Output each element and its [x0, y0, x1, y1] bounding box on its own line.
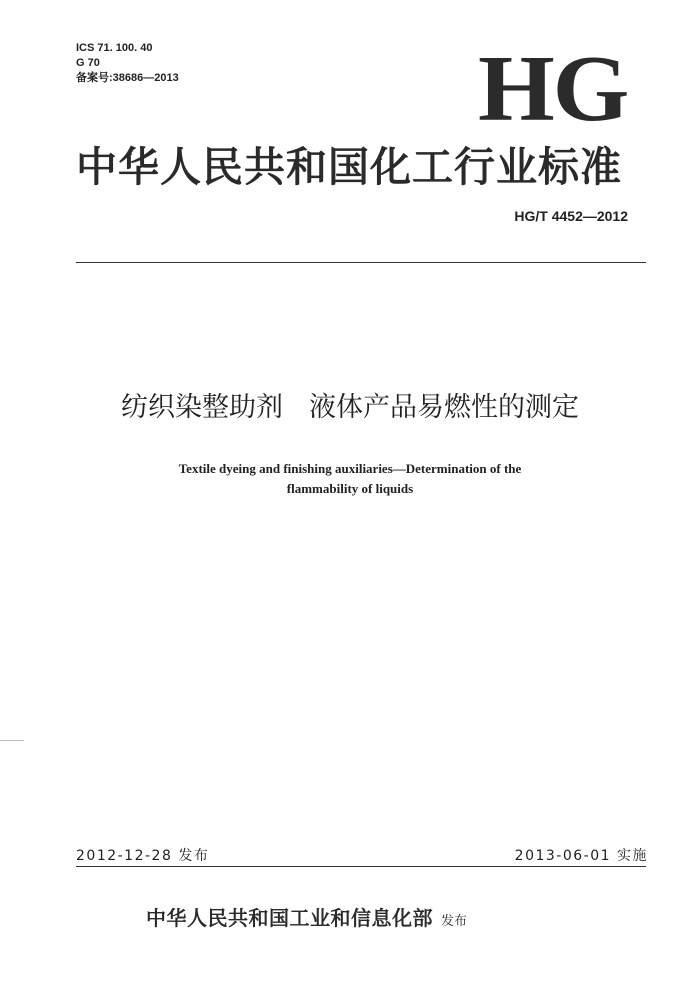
issuer-name: 中华人民共和国工业和信息化部 — [146, 906, 433, 930]
title-en-line2: flammability of liquids — [286, 481, 414, 496]
title-en-line1: Textile dyeing and finishing auxiliaries—Determination of the — [178, 461, 522, 476]
implementation-date-label: 实施 — [617, 848, 648, 864]
issuer-label: 发布 — [441, 914, 468, 929]
classification-block — [76, 41, 179, 86]
issue-date-label: 发布 — [178, 848, 210, 864]
header-divider — [76, 262, 646, 263]
ics-code: ICS 71. 100. 40 — [76, 42, 153, 54]
standard-number: HG/T 4452—2012 — [514, 208, 628, 224]
title-cn-part2: 液体产品易燃性的测定 — [309, 392, 579, 423]
document-title-en — [0, 459, 700, 499]
document-title-cn — [0, 390, 700, 426]
issue-date-value: 2012-12-28 — [76, 848, 173, 864]
ccs-code: G 70 — [76, 57, 100, 69]
footer-divider — [76, 866, 646, 867]
issuing-authority — [146, 902, 467, 931]
implementation-date — [515, 845, 648, 865]
issue-date — [76, 845, 209, 865]
implementation-date-value: 2013-06-01 — [514, 848, 612, 864]
standard-title: 中华人民共和国化工行业标准 — [76, 143, 622, 191]
filing-number: 备案号:38686—2013 — [76, 72, 179, 84]
title-cn-part1: 纺织染整助剂 — [121, 392, 283, 423]
margin-mark — [0, 740, 24, 741]
hg-logo: HG — [478, 37, 628, 141]
